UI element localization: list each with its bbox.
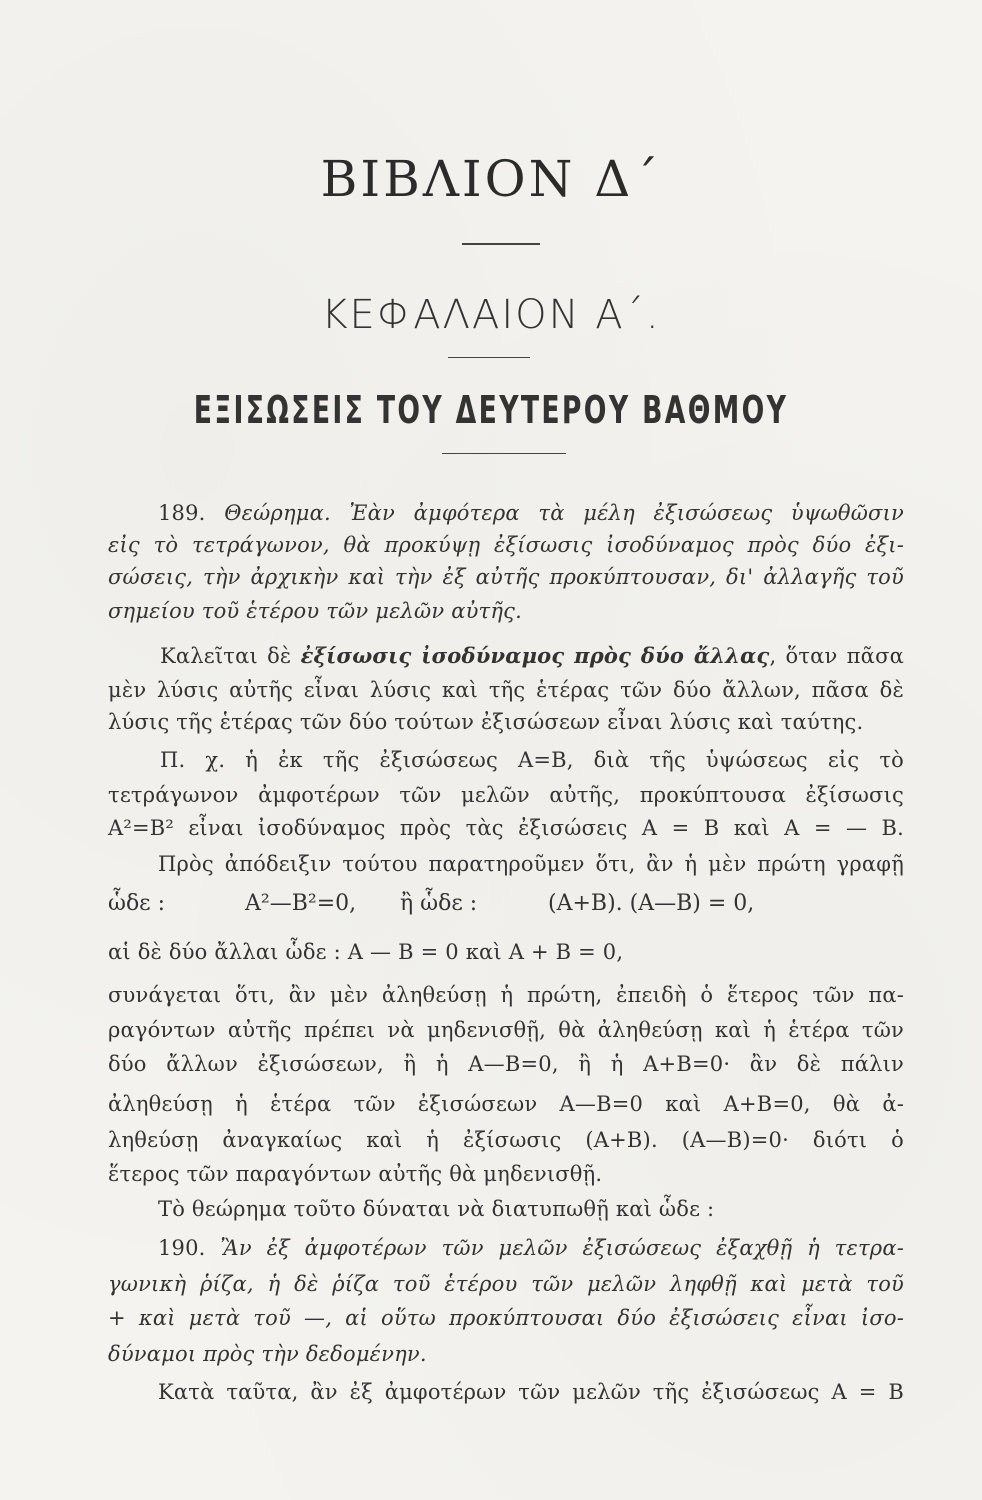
text-line: Πρὸς ἀπόδειξιν τούτου παρατηροῦμεν ὅτι, ἂν ἡ μὲν πρώτη γραφῇ	[158, 852, 904, 876]
equation-label: ὧδε :	[108, 891, 165, 916]
text-line: Καλεῖται δὲ ἐξίσωσις ἰσοδύναμος πρὸς δύο ἄλλας, ὅταν πᾶσα	[160, 643, 904, 668]
text-line: ἕτερος τῶν παραγόντων αὐτῆς θὰ μηδενισθῇ.	[108, 1162, 603, 1186]
text-line: δύναμοι πρὸς τὴν δεδομένην.	[108, 1342, 427, 1366]
equation: Α²—Β²=0,	[245, 891, 357, 916]
text-line: Τὸ θεώρημα τοῦτο δύναται νὰ διατυπωθῇ καὶ ὧδε :	[158, 1197, 715, 1221]
text-line: + καὶ μετὰ τοῦ —, αἱ οὕτω προκύπτουσαι δύο ἐξισώσεις εἶναι ἰσο-	[108, 1306, 904, 1330]
text-line: ληθεύσῃ ἀναγκαίως καὶ ἡ ἐξίσωσις (Α+Β). (Α—Β)=0· διότι ὁ	[108, 1128, 904, 1152]
text-line: μὲν λύσις αὐτῆς εἶναι λύσις καὶ τῆς ἑτέρας τῶν δύο ἄλλων, πᾶσα δὲ	[108, 678, 904, 702]
text-line: λύσις τῆς ἑτέρας τῶν δύο τούτων ἐξισώσεων εἶναι λύσις καὶ ταύτης.	[108, 710, 864, 734]
text-line: εἰς τὸ τετράγωνον, θὰ προκύψῃ ἐξίσωσις ἰσοδύναμος πρὸς δύο ἐξι-	[108, 533, 904, 557]
chapter-rule	[448, 357, 530, 358]
text-line: 190. Ἂν ἐξ ἀμφοτέρων τῶν μελῶν ἐξισώσεως ἐξαχθῇ ἡ τετρα-	[158, 1236, 904, 1260]
equation-label: ἢ ὧδε :	[400, 891, 478, 916]
equation: (Α+Β). (Α—Β) = 0,	[548, 891, 755, 916]
text-line: σημείου τοῦ ἑτέρου τῶν μελῶν αὐτῆς.	[108, 599, 522, 623]
book-title: ΒΙΒΛΙΟΝ Δ΄	[320, 150, 662, 208]
text-line: αἱ δὲ δύο ἄλλαι ὧδε : Α — Β = 0 καὶ Α + Β = 0,	[108, 940, 624, 964]
text-line: Π. χ. ἡ ἐκ τῆς ἐξισώσεως Α=Β, διὰ τῆς ὑψώσεως εἰς τὸ	[160, 748, 904, 772]
section-title: ΕΞΙΣΩΣΕΙΣ ΤΟΥ ΔΕΥΤΕΡΟΥ ΒΑΘΜΟΥ	[193, 388, 789, 432]
text-line: ραγόντων αὐτῆς πρέπει νὰ μηδενισθῇ, θὰ ἀληθεύσῃ καὶ ἡ ἑτέρα τῶν	[108, 1018, 904, 1042]
text-line: 189. Θεώρημα. Ἐὰν ἀμφότερα τὰ μέλη ἐξισώσεως ὑψωθῶσιν	[158, 501, 904, 525]
text-line: τετράγωνον ἀμφοτέρων τῶν μελῶν αὐτῆς, προκύπτουσα ἐξίσωσις	[108, 783, 904, 807]
section-rule	[442, 453, 566, 454]
text-line: Α²=Β² εἶναι ἰσοδύναμος πρὸς τὰς ἐξισώσεις Α = Β καὶ Α = — Β.	[108, 816, 904, 840]
text-line: σώσεις, τὴν ἀρχικὴν καὶ τὴν ἐξ αὐτῆς προκύπτουσαν, δι' ἀλλαγῆς τοῦ	[108, 565, 904, 589]
text-line: δύο ἄλλων ἐξισώσεων, ἢ ἡ Α—Β=0, ἢ ἡ Α+Β=0· ἂν δὲ πάλιν	[108, 1052, 904, 1076]
text-line: γωνικὴ ῥίζα, ἡ δὲ ῥίζα τοῦ ἑτέρου τῶν μελῶν ληφθῇ καὶ μετὰ τοῦ	[108, 1272, 904, 1296]
text-line: ἀληθεύσῃ ἡ ἑτέρα τῶν ἐξισώσεων Α—Β=0 καὶ Α+Β=0, θὰ ἀ-	[108, 1092, 904, 1116]
text-line: Κατὰ ταῦτα, ἂν ἐξ ἀμφοτέρων τῶν μελῶν τῆς ἐξισώσεως Α = Β	[158, 1380, 904, 1404]
title-rule	[462, 243, 540, 245]
chapter-title: ΚΕΦΑΛΑΙΟΝ Α΄.	[321, 292, 661, 338]
text-line: συνάγεται ὅτι, ἂν μὲν ἀληθεύσῃ ἡ πρώτη, ἐπειδὴ ὁ ἕτερος τῶν πα-	[108, 983, 904, 1007]
